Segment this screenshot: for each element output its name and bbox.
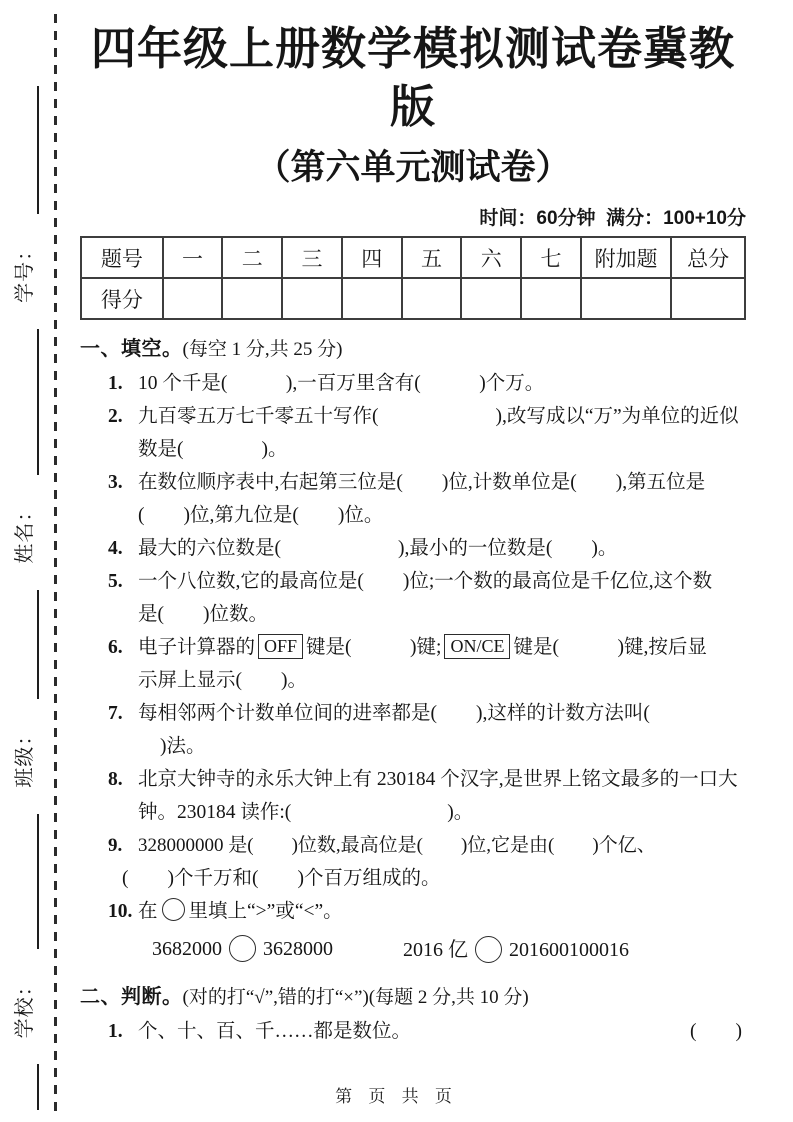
section-two-heading	[80, 980, 746, 1015]
question-9-continued: ( )个千万和( )个百万组成的。	[122, 868, 441, 889]
section-true-false	[80, 980, 746, 1048]
section-one-heading	[80, 332, 746, 367]
answer-brackets: ( )	[690, 1021, 742, 1042]
score-row-label: 得分	[81, 278, 163, 319]
question-9: 9. 328000000 是( )位数,最高位是( )位,它是由( )个亿、	[108, 835, 656, 856]
question-3: 3. 在数位顺序表中,右起第三位是( )位,计数单位是( ),第五位是	[108, 472, 706, 493]
write-line	[5, 590, 39, 699]
paper-content	[80, 20, 746, 1048]
question-8: 8. 北京大钟寺的永乐大钟上有 230184 个汉字,是世界上铭文最多的一口大	[108, 769, 738, 790]
page-title: 四年级上册数学模拟测试卷冀教版	[90, 23, 735, 132]
score-cell-empty	[222, 278, 282, 319]
score-cell-empty	[461, 278, 521, 319]
score-table	[80, 236, 746, 320]
score-col-header: 总分	[671, 237, 745, 278]
question-2-continued: 数是( )。	[138, 439, 288, 460]
question-10: 10. 在 里填上“>”或“<”。	[80, 895, 746, 928]
circle-blank-icon	[475, 936, 502, 963]
score-cell-empty	[521, 278, 581, 319]
name-label: 姓名：	[13, 500, 36, 564]
question-7-continued: )法。	[160, 736, 206, 757]
section-two-points: (对的打“√”,错的打“×”)(每题 2 分,共 10 分)	[182, 987, 529, 1008]
question-5-continued: 是( )位数。	[138, 604, 268, 625]
write-line	[5, 814, 39, 950]
write-line	[5, 329, 39, 475]
question-6: 6. 电子计算器的 OFF 键是( )键; ON/CE 键是( )键,按后显	[108, 636, 707, 658]
section-one-points: (每空 1 分,共 25 分)	[182, 339, 343, 360]
score-col-header: 附加题	[581, 237, 671, 278]
question-6-continued: 示屏上显示( )。	[138, 670, 307, 691]
question-3-continued: ( )位,第九位是( )位。	[138, 505, 384, 526]
page-subtitle: （第六单元测试卷）	[255, 148, 571, 187]
student-number-label: 学号：	[13, 239, 36, 303]
question-7: 7. 每相邻两个计数单位间的进率都是( ),这样的计数方法叫(	[108, 703, 650, 724]
score-col-header: 一	[163, 237, 223, 278]
circle-blank-icon	[162, 898, 185, 921]
class-label: 班级：	[13, 724, 36, 788]
student-info-sidebar	[5, 86, 39, 1110]
question-5: 5. 一个八位数,它的最高位是( )位;一个数的最高位是千亿位,这个数	[108, 571, 713, 592]
score-cell-empty	[402, 278, 462, 319]
binding-dashed-line	[54, 14, 57, 1118]
score-col-header: 题号	[81, 237, 163, 278]
comparison-pair-1: 3682000 3628000	[152, 935, 333, 962]
calculator-off-key: OFF	[258, 634, 303, 659]
circle-blank-icon	[229, 935, 256, 962]
write-line	[5, 86, 39, 214]
exam-meta: 时间：60分钟 满分：100+10分	[479, 208, 746, 229]
question-1: 1. 10 个千是( ),一百万里含有( )个万。	[108, 373, 545, 394]
score-col-header: 二	[222, 237, 282, 278]
question-2: 2. 九百零五万七千零五十写作( ),改写成以“万”为单位的近似	[108, 406, 739, 427]
score-cell-empty	[282, 278, 342, 319]
score-cell-empty	[671, 278, 745, 319]
question-8-continued: 钟。230184 读作:( )。	[138, 802, 474, 823]
score-col-header: 四	[342, 237, 402, 278]
school-label: 学校：	[13, 975, 36, 1039]
score-col-header: 七	[521, 237, 581, 278]
score-cell-empty	[581, 278, 671, 319]
section-fill-in-blanks	[80, 332, 746, 968]
question-10-comparisons	[80, 928, 746, 968]
section-two-title: 二、判断。	[80, 986, 183, 1008]
judge-question-1: 1. 个、十、百、千……都是数位。 ( )	[80, 1015, 746, 1048]
section-one-title: 一、填空。	[80, 338, 183, 360]
page-footer: 第 页 共 页	[335, 1087, 458, 1106]
score-col-header: 三	[282, 237, 342, 278]
calculator-once-key: ON/CE	[444, 634, 510, 659]
score-cell-empty	[342, 278, 402, 319]
score-cell-empty	[163, 278, 223, 319]
score-table-header-row	[81, 237, 745, 278]
score-col-header: 五	[402, 237, 462, 278]
score-table-score-row	[81, 278, 745, 319]
question-4: 4. 最大的六位数是( ),最小的一位数是( )。	[108, 538, 618, 559]
score-col-header: 六	[461, 237, 521, 278]
comparison-pair-2: 2016 亿 201600100016	[403, 933, 629, 963]
